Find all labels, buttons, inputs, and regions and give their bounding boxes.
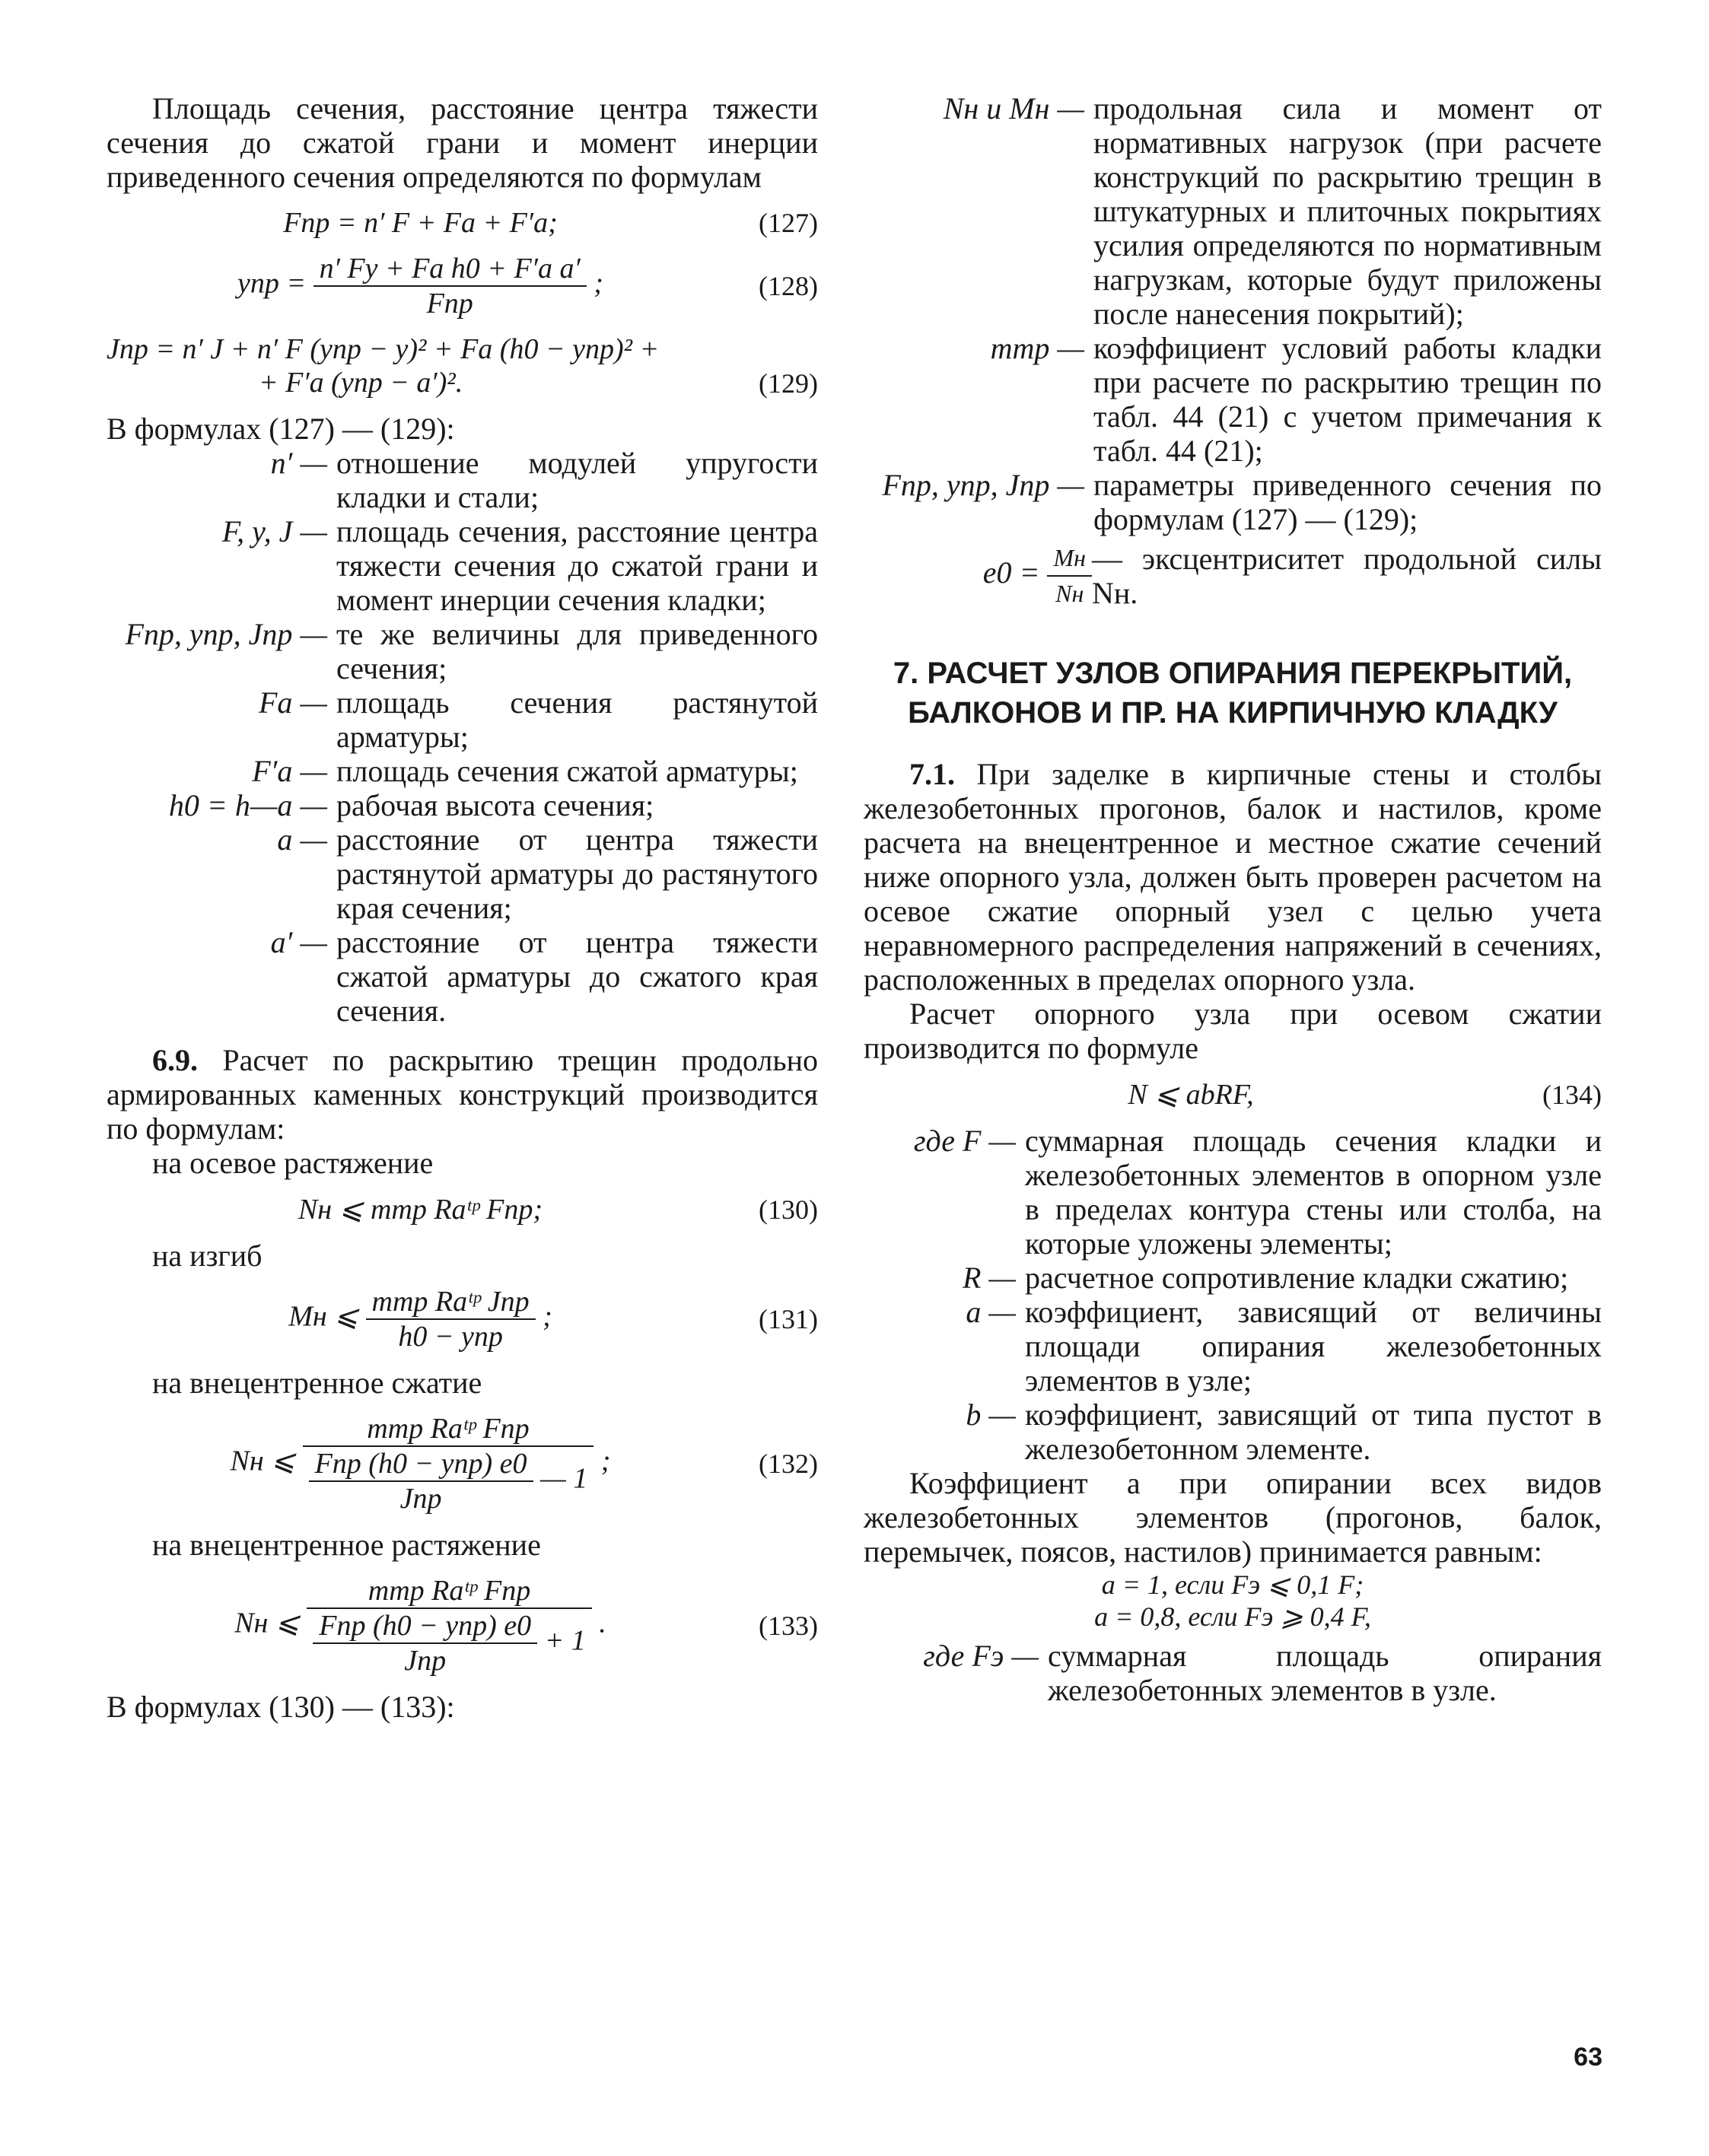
definition-symbol: Fпр, yпр, Jпр —	[882, 468, 1084, 502]
definition-text: площадь сечения, расстояние центра тяжести сечения до сжатой грани и момент инерции сечения кладки;	[336, 514, 818, 617]
condition-1: a = 1, если Fэ ⩽ 0,1 F;	[1101, 1569, 1364, 1600]
equation-130: Nн ⩽ mтр Rаᵗᵖ Fпр; (130)	[298, 1194, 818, 1226]
definition-item	[107, 788, 818, 822]
where-intro: В формулах (127) — (129):	[107, 412, 455, 446]
definition-symbol: R —	[963, 1261, 1016, 1295]
equation-132: Nн ⩽ mтр Rаᵗᵖ Fпр $\frac{\text{Fпр (h0 − yпр) e0}}{\text{Jпр}}$ — 1 ; (132)	[230, 1413, 818, 1515]
case-axial-tension: на осевое растяжение	[152, 1146, 434, 1180]
definitions-list	[107, 446, 818, 1028]
definition-symbol: a —	[966, 1295, 1016, 1329]
intro-paragraph: Площадь сечения, расстояние центра тяжести сечения до сжатой грани и момент инерции приведенного сечения определяются по формулам	[107, 91, 818, 194]
definition-item	[107, 514, 818, 617]
definition-symbol: F′а —	[252, 754, 327, 788]
definition-text: параметры приведенного сечения по формулам (127) — (129);	[1093, 468, 1602, 536]
definition-item	[864, 91, 1602, 331]
definition-item	[864, 468, 1602, 536]
definition-symbol: Fпр, yпр, Jпр —	[125, 617, 327, 651]
definition-symbol: где F —	[913, 1124, 1016, 1158]
definition-item	[864, 1398, 1602, 1466]
definition-symbol: h0 = h—a —	[168, 788, 327, 822]
definition-text: расчетное сопротивление кладки сжатию;	[1025, 1261, 1569, 1295]
definition-item	[864, 1124, 1602, 1261]
definition-item	[107, 446, 818, 514]
equation-134: N ⩽ abRF, (134)	[1128, 1079, 1602, 1111]
equation-129: Jпр = n′ J + n′ F (yпр − y)² + Fа (h0 − yпр)² + + F′а (yпр − a′)². (129)	[107, 333, 818, 399]
definition-item	[107, 754, 818, 788]
paragraph-7-1: 7.1. При заделке в кирпичные стены и столбы железобетонных прогонов, балок и настилов, кроме расчета на внецентренное и местное сжатие сечений ниже опорного узла, должен быть проверен расчетом на осевое сжатие опорный узел с целью учета неравномерного распределения напряжений в сечениях, расположенных в пределах опорного узла.	[864, 757, 1602, 997]
paragraph-coefficient: Коэффициент a при опирании всех видов железобетонных элементов (прогонов, балок, перемычек, поясов, настилов) принимается равным:	[864, 1466, 1602, 1569]
definition-symbol: mтр —	[990, 331, 1084, 365]
definition-symbol: Fа —	[259, 685, 327, 720]
case-eccentric-tension: на внецентренное растяжение	[152, 1528, 541, 1562]
definition-text: площадь сечения растянутой арматуры;	[336, 685, 818, 754]
definition-text: коэффициент, зависящий от типа пустот в железобетонном элементе.	[1025, 1398, 1602, 1466]
e0-definition: e0 = $\frac{Mн}{Nн}$ — эксцентриситет продольной силы Nн.	[982, 542, 1602, 610]
definition-symbol: b —	[966, 1398, 1016, 1432]
definition-item	[107, 685, 818, 754]
page-number: 63	[1574, 2043, 1602, 2072]
definition-text: расстояние от центра тяжести сжатой арматуры до сжатого края сечения.	[336, 925, 818, 1028]
equation-128: yпр = $\frac{\text{n′ Fy + Fа h0 + F′а a′}}{\text{Fпр}}$ ; (128)	[237, 253, 818, 320]
left-column	[107, 91, 818, 1724]
definitions-list-2	[864, 1124, 1602, 1466]
right-column	[864, 91, 1602, 1707]
paragraph-calc: Расчет опорного узла при осевом сжатии производится по формуле	[864, 997, 1602, 1065]
equation-127: Fпр = n′ F + Fа + F′а; (127)	[283, 207, 818, 239]
case-bending: на изгиб	[152, 1239, 263, 1273]
definition-text: рабочая высота сечения;	[336, 788, 654, 822]
definition-item	[107, 925, 818, 1028]
definition-symbol: a′ —	[270, 925, 327, 959]
definition-text: площадь сечения сжатой арматуры;	[336, 754, 798, 788]
section-title: 7. РАСЧЕТ УЗЛОВ ОПИРАНИЯ ПЕРЕКРЫТИЙ, БАЛКОНОВ И ПР. НА КИРПИЧНУЮ КЛАДКУ	[893, 657, 1573, 730]
equation-131: Mн ⩽ $\frac{\text{mтр Rаᵗᵖ Jпр}}{\text{h0 − yпр}}$ ; (131)	[288, 1286, 818, 1353]
definition-symbol: a —	[277, 822, 327, 857]
where-intro-2: В формулах (130) — (133):	[107, 1690, 455, 1724]
definition-fe: где Fэ — суммарная площадь опирания железобетонных элементов в узле.	[923, 1639, 1602, 1707]
definition-item	[864, 1261, 1602, 1295]
definition-text: суммарная площадь сечения кладки и железобетонных элементов в опорном узле в пределах контура стены или столба, на которые уложены элементы;	[1025, 1124, 1602, 1261]
definition-symbol: Nн и Mн —	[943, 91, 1084, 126]
equation-133: Nн ⩽ mтр Rаᵗᵖ Fпр $\frac{\text{Fпр (h0 − yпр) e0}}{\text{Jпр}}$ + 1 . (133)	[234, 1575, 818, 1677]
definitions-list-right	[864, 91, 1602, 536]
definition-text: продольная сила и момент от нормативных нагрузок (при расчете конструкций по раскрытию трещин в штукатурных и плиточных покрытиях усилия определяются по нормативным нагрузкам, которые будут приложены после нанесения покрытий);	[1093, 91, 1602, 331]
case-eccentric-compression: на внецентренное сжатие	[152, 1366, 482, 1400]
definition-item	[107, 617, 818, 685]
definition-item	[864, 331, 1602, 468]
definition-symbol: n′ —	[270, 446, 327, 480]
definition-symbol: F, y, J —	[221, 514, 327, 549]
definition-text: коэффициент условий работы кладки при расчете по раскрытию трещин по табл. 44 (21) с учетом примечания к табл. 44 (21);	[1093, 331, 1602, 468]
paragraph-6-9: 6.9. Расчет по раскрытию трещин продольно армированных каменных конструкций производится по формулам:	[107, 1043, 819, 1146]
definition-item	[864, 1295, 1602, 1398]
condition-2: a = 0,8, если Fэ ⩾ 0,4 F,	[1094, 1601, 1371, 1632]
definition-text: расстояние от центра тяжести растянутой арматуры до растянутого края сечения;	[336, 822, 818, 925]
definition-text: коэффициент, зависящий от величины площади опирания железобетонных элементов в узле;	[1025, 1295, 1602, 1398]
definition-text: отношение модулей упругости кладки и стали;	[336, 446, 818, 514]
definition-text: те же величины для приведенного сечения;	[336, 617, 818, 685]
definition-item	[107, 822, 818, 925]
